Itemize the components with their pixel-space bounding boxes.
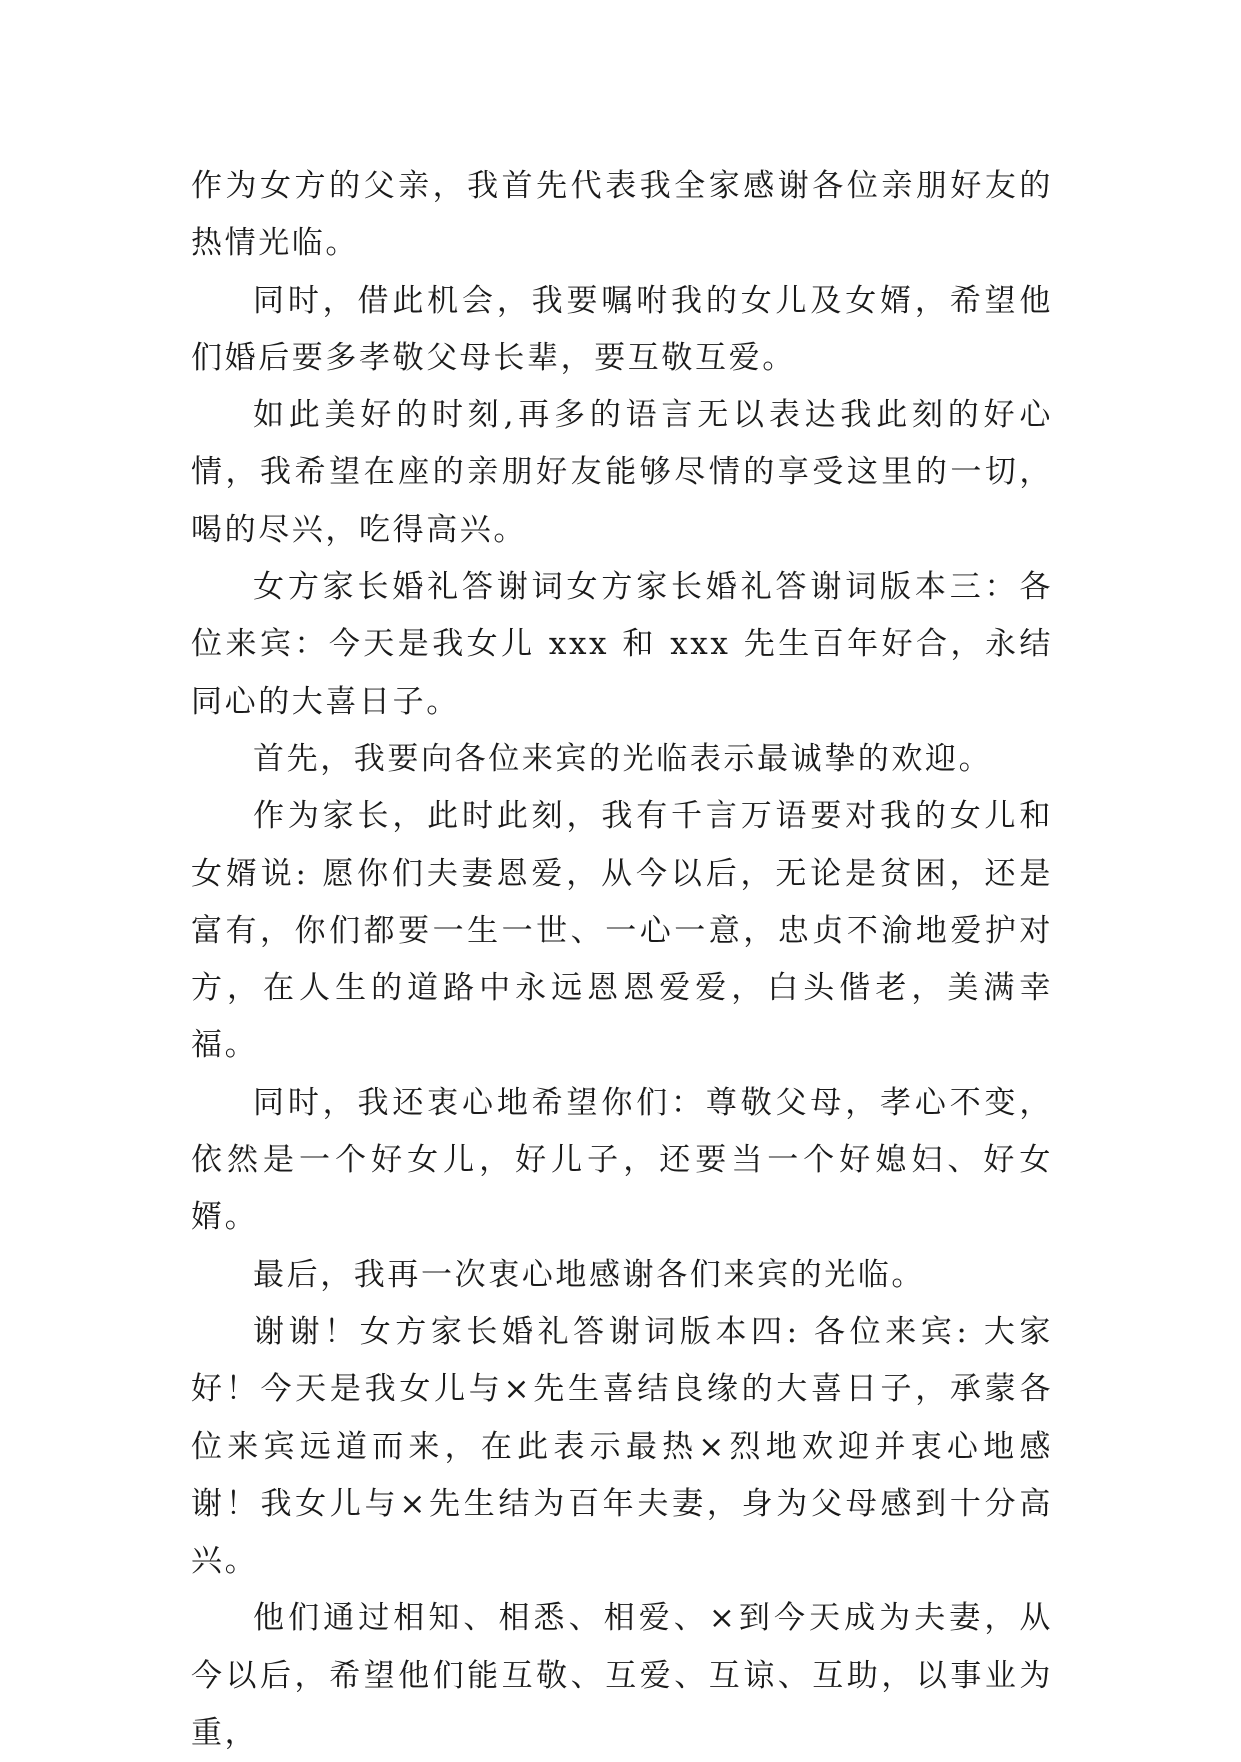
paragraph: 作为家长，此时此刻，我有千言万语要对我的女儿和女婿说: 愿你们夫妻恩爱，从今以后，无论是贫困，还是富有，你们都要一生一世、一心一意，忠贞不渝地爱护对方，在人生的道路中永远恩恩爱爱，白头偕老，美满幸福。 <box>191 798 1053 1064</box>
paragraph: 作为女方的父亲，我首先代表我全家感谢各位亲朋好友的热情光临。 <box>191 168 1053 262</box>
paragraph: 女方家长婚礼答谢词女方家长婚礼答谢词版本三：各位来宾：今天是我女儿 xxx 和 xxx 先生百年好合，永结同心的大喜日子。 <box>191 569 1053 720</box>
paragraph: 首先，我要向各位来宾的光临表示最诚挚的欢迎。 <box>253 740 993 777</box>
paragraph: 最后，我再一次衷心地感谢各们来宾的光临。 <box>253 1256 925 1293</box>
document-body <box>191 158 1053 1762</box>
paragraph: 他们通过相知、相悉、相爱、×到今天成为夫妻，从今以后，希望他们能互敬、互爱、互谅、互助，以事业为重， <box>191 1600 1053 1752</box>
paragraph: 如此美好的时刻,再多的语言无以表达我此刻的好心情，我希望在座的亲朋好友能够尽情的享受这里的一切，喝的尽兴，吃得高兴。 <box>191 397 1053 548</box>
paragraph: 同时，我还衷心地希望你们：尊敬父母，孝心不变，依然是一个好女儿，好儿子，还要当一个好媳妇、好女婿。 <box>191 1084 1053 1236</box>
paragraph: 同时，借此机会，我要嘱咐我的女儿及女婿，希望他们婚后要多孝敬父母长辈，要互敬互爱。 <box>191 282 1053 376</box>
paragraph: 谢谢！女方家长婚礼答谢词版本四: 各位来宾: 大家好！今天是我女儿与×先生喜结良缘的大喜日子，承蒙各位来宾远道而来，在此表示最热×烈地欢迎并衷心地感谢！我女儿与×先生结为百年夫妻，身为父母感到十分高兴。 <box>191 1313 1053 1580</box>
